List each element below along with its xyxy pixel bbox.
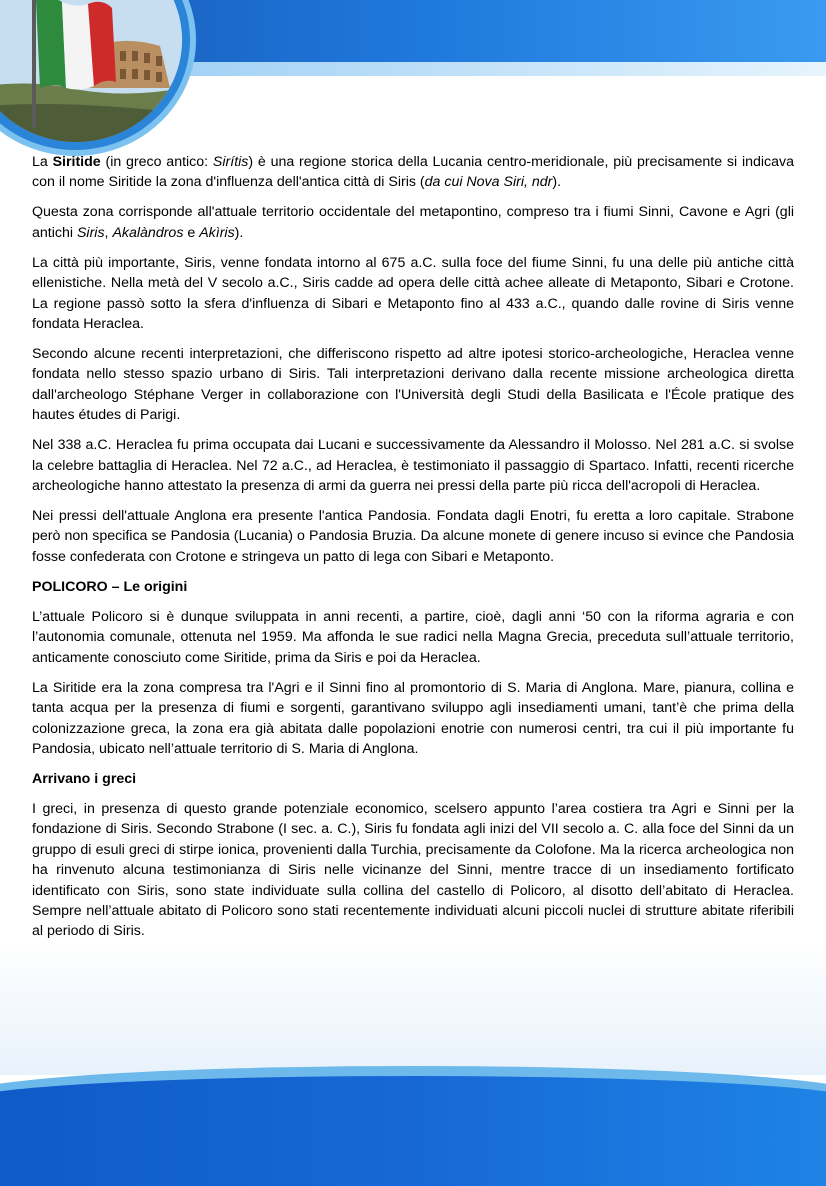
text-run: I greci, in presenza di questo grande potenziale economico, scelsero appunto l’area costiera tra Agri e Sinni per la fondazione di Siris. Secondo Strabone (I sec. a. C.), Siris fu fondata agli inizi del VII secolo a. C. alla foce del Sinni da un gruppo di esuli greci di stirpe ionica, provenienti dalla Turchia, precisamente da Colofone. Ma la ricerca archeologica non ha rinvenuto alcuna testimonianza di Siris nelle vicinanze del Sinni, mentre tracce di un insediamento fortificato identificato con Siris, sono state individuate sulla collina del castello di Policoro, al disotto dell’abitato di Heraclea. Sempre nell’attuale abitato di Policoro sono stati recentemente individuati alcuni piccoli nuclei di strutture abitate riferibili al periodo di Siris. (32, 800, 794, 940)
text-run: La Siritide era la zona compresa tra l'Agri e il Sinni fino al promontorio di S. Maria di Anglona. Mare, pianura, collina e tanta acqua per la presenza di fiumi e sorgenti, garantivano sviluppo agli insediamenti umani, tant’è che prima della colonizzazione greca, la zona era già abitata dalle popolazioni enotrie con numerosi centri, tra cui il più importante fu Pandosia, ubicato nell’attuale territorio di S. Maria di Anglona. (32, 679, 794, 757)
text-run: ). (234, 224, 244, 241)
text-run: ) è una regione storica della Lucania centro-meridionale, più precisamente si indicava con il nome Siritide la zona d'influenza dell'antica città di Siris ( (32, 154, 794, 191)
text-run: Nei pressi dell'attuale Anglona era presente l'antica Pandosia. Fondata dagli Enotri, fu eretta a loro capitale. Strabone però non specifica se Pandosia (Lucania) o Pandosia Bruzia. Da alcune monete di genere incuso si evince che Pandosia fosse confederata con Crotone e stringeva un patto di lega con Sibari e Metaponto. (32, 508, 794, 565)
bold-text: Siritide (52, 154, 101, 170)
text-run: (in greco antico: (100, 154, 213, 170)
article-body (32, 152, 794, 951)
italic-text: Sirítis (212, 154, 249, 170)
italic-text: Akìris (199, 224, 235, 241)
text-run: Questa zona corrisponde all'attuale territorio occidentale del metapontino, compreso tra i fiumi Sinni, Cavone e Agri (gli antichi (32, 204, 794, 241)
paragraph (32, 435, 794, 496)
italic-text: Akalàndros (112, 224, 184, 241)
logo-illustration (0, 0, 182, 142)
text-run: e (183, 224, 200, 241)
paragraph (32, 202, 794, 243)
text-run: L’attuale Policoro si è dunque sviluppata in anni recenti, a partire, cioè, dagli anni ‘50 con la riforma agraria e con l’autonomia comunale, ottenuta nel 1959. Ma affonda le sue radici nella Magna Grecia, preceduta sull’attuale territorio, anticamente conosciuto come Siritide, prima da Siris e poi da Heraclea. (32, 608, 794, 666)
text-run: ). (552, 174, 562, 191)
text-run: Arrivano i greci (32, 770, 137, 787)
italy-flag-colosseum-icon (0, 0, 182, 142)
header-band-highlight (150, 62, 826, 76)
paragraph (32, 678, 794, 760)
section-heading (32, 769, 794, 789)
paragraph (32, 506, 794, 567)
text-run: Nel 338 a.C. Heraclea fu prima occupata dai Lucani e successivamente da Alessandro il Molosso. Nel 281 a.C. si svolse la celebre battaglia di Heraclea. Nel 72 a.C., ad Heraclea, è testimoniato il passaggio di Spartaco. Infatti, recenti ricerche archeologiche hanno attestato la presenza di armi da guerra nei pressi della parte più ricca dell'acropoli di Heraclea. (32, 437, 794, 495)
text-run: POLICORO – Le origini (32, 578, 188, 595)
italic-text: da cui Nova Siri, ndr (424, 174, 553, 191)
footer-wave (0, 1076, 826, 1186)
paragraph (32, 152, 794, 193)
paragraph (32, 799, 794, 942)
italic-text: Siris (76, 224, 105, 241)
footer-fade (0, 940, 826, 1075)
text-run: , (104, 224, 113, 241)
text-run: La città più importante, Siris, venne fondata intorno al 675 a.C. sulla foce del fiume Sinni, fu una delle più antiche città ellenistiche. Nella metà del V secolo a.C., Siris cadde ad opera delle città achee alleate di Metaponto, Sibari e Crotone. La regione passò sotto la sfera d'influenza di Sibari e Metaponto fino al 433 a.C., quando dalle rovine di Siris venne fondata Heraclea. (32, 254, 794, 333)
paragraph (32, 253, 794, 335)
paragraph (32, 607, 794, 668)
section-heading (32, 577, 794, 597)
text-run: Secondo alcune recenti interpretazioni, che differiscono rispetto ad altre ipotesi storico-archeologiche, Heraclea venne fondata nello stesso spazio urbano di Siris. Tali interpretazioni derivano dalla recente missione archeologica diretta dall'archeologo Stéphane Verger in collaborazione con l'Università degli Studi della Basilicata e l'École pratique des hautes études di Parigi. (32, 346, 794, 424)
text-run: La (32, 154, 53, 170)
paragraph (32, 344, 794, 426)
